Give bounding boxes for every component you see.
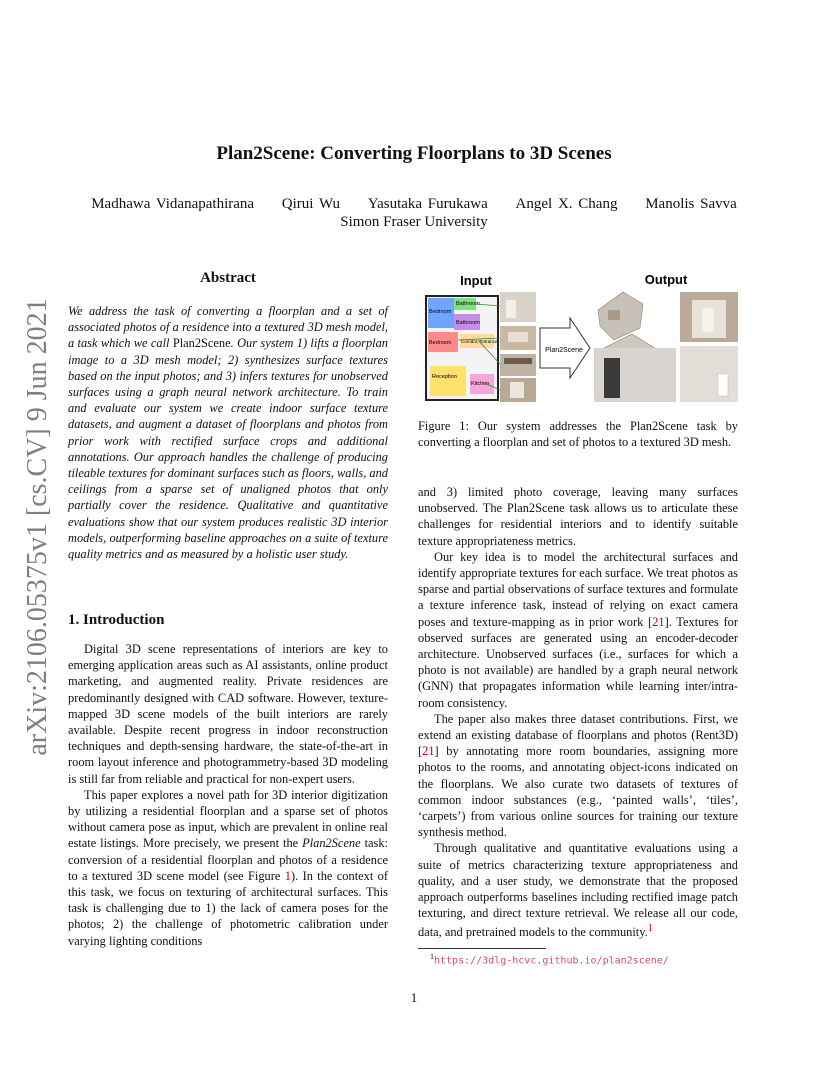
arxiv-stamp	[18, 297, 58, 757]
author-name: Madhawa Vidanapathirana	[91, 196, 255, 212]
room-label: Bedroom	[429, 309, 452, 315]
paragraph: This paper explores a novel path for 3D interior digitization by utilizing a residential floorplan and a sparse set of photos without camera pose as input, which are prevalent in online real estate listings. More precisely, we present the Plan2Scene task: conversion of a residential floorplan and photos of a residence to a textured 3D scene model (see Figure 1). In the context of this task, we focus on texturing of architectural surfaces. This task is challenging due to 1) the lack of camera poses for the photos; 2) the challenge of photometric calibration under varying lighting conditions	[68, 787, 388, 948]
arxiv-id: arXiv:2106.05375v1 [cs.CV] 9 Jun 2021	[22, 298, 53, 756]
figure-input-label: Input	[460, 273, 492, 288]
author-name: Manolis Savva	[645, 196, 737, 212]
abstract-heading: Abstract	[200, 270, 256, 286]
intro-body	[68, 641, 388, 949]
figure-ref-link[interactable]: 1	[284, 868, 291, 883]
paragraph: Digital 3D scene representations of interiors are key to emerging application areas such as AI assistants, online product marketing, and augmented reality. Private residences are predominantly designed with CAD software. However, texture-mapped 3D scene models of the built interiors are rarely available. Despite recent progress in indoor reconstruction techniques and depth-sensing hardware, the state-of-the-art in room layout inference and photogrammetry-based 3D modeling is still far from reliable and practical for non-expert users.	[68, 642, 388, 786]
footnote-url-link[interactable]: https://3dlg-hcvc.github.io/plan2scene/	[434, 955, 669, 967]
page-number: 1	[410, 990, 418, 1005]
section-heading: 1. Introduction	[68, 612, 165, 628]
footnote-ref-link[interactable]: 1	[647, 923, 653, 935]
paragraph: Through qualitative and quantitative evaluations using a suite of metrics characterizing texture appropriateness and quality, and a user study, we demonstrate that the proposed approach outperforms baselines including rectified image patch texturing, and direct texture retrieval. We release all our code, data, and pretrained models to the community.$^1$	[418, 841, 738, 940]
right-column-body	[418, 484, 738, 941]
paragraph: Our key idea is to model the architectural surfaces and identify appropriate textures for each surface. We treat photos as sparse and partial observations of surface textures and formulate a texture inference task, instead of relying on exact camera poses and texture-mapping as in prior work [21]. Textures for observed surfaces are generated using an encoder-decoder architecture. Unobserved surfaces (i.e., surfaces for which a photo is not available) are handled by a graph neural network (GNN) that propagates information while learning inter/intra-room consistency.	[418, 549, 738, 710]
arrow-shape	[540, 318, 590, 378]
citation-link[interactable]: 21	[652, 614, 665, 629]
room-label: Corridor, Entrance	[461, 339, 498, 344]
figure-1	[418, 270, 740, 410]
abstract-body	[68, 303, 388, 562]
room-label: Bedroom	[429, 340, 452, 346]
author-name: Angel X. Chang	[515, 196, 618, 212]
footnote-marker: 1	[430, 952, 434, 961]
room-label: Bathroom	[456, 301, 480, 307]
room-label: Reception	[432, 374, 457, 380]
author-name: Qirui Wu	[281, 196, 340, 212]
footnote-divider	[418, 948, 546, 949]
affiliation: Simon Fraser University	[340, 214, 488, 230]
output-door	[604, 358, 620, 398]
paragraph: The paper also makes three dataset contributions. First, we extend an existing database of floorplans and photos (Rent3D) [21] by annotating more room boundaries, assigning more photos to the rooms, and annotating object-icons indicated on the floorplans. We also curate two datasets of textures of common indoor substances (e.g., ‘painted walls’, ‘tiles’, ‘carpets’) from various online sources for training our texture synthesis method.	[418, 711, 738, 840]
paragraph: and 3) limited photo coverage, leaving many surfaces unobserved. The Plan2Scene task allows us to articulate these challenges for residential interiors and to identify suitable texture appropriateness metrics.	[418, 485, 738, 548]
paper-title: Plan2Scene: Converting Floorplans to 3D Scenes	[216, 143, 612, 164]
abstract-term: Plan2Scene	[172, 336, 231, 351]
abstract-text: . Our system 1) lifts a floorplan image to a 3D mesh model; 2) synthesizes surface textures based on the input photos; and 3) infers textures for unobserved surfaces using a graph neural network architecture. To train and evaluate our system we create indoor surface texture datasets, and augment a dataset of floorplans and photos from prior work with rectified surface crops and additional annotations. Our approach handles the challenge of producing tileable textures for dominant surfaces such as floors, walls, and ceilings from a sparse set of unaligned photos that only partially cover the residence. Qualitative and quantitative evaluations show that our system produces realistic 3D interior models, outperforming baseline approaches on a suite of texture quality metrics and as measured by a holistic user study.	[68, 336, 388, 562]
abstract-text: We address the task of converting a floorplan and a set of associated photos of a residence into a textured 3D mesh model, a task which we call	[68, 304, 388, 351]
footnote	[430, 952, 669, 966]
room-label: Kitchen	[471, 381, 490, 387]
arrow-label: Plan2Scene	[545, 347, 583, 354]
figure-caption: Figure 1: Our system addresses the Plan2Scene task by converting a floorplan and set of photos to a textured 3D mesh.	[418, 419, 738, 450]
room-label: Bathroom	[456, 320, 480, 326]
figure-output-label: Output	[644, 272, 688, 287]
citation-link[interactable]: 21	[422, 744, 435, 759]
author-list	[0, 196, 828, 213]
author-name: Yasutaka Furukawa	[367, 196, 488, 212]
input-photos	[500, 292, 536, 402]
